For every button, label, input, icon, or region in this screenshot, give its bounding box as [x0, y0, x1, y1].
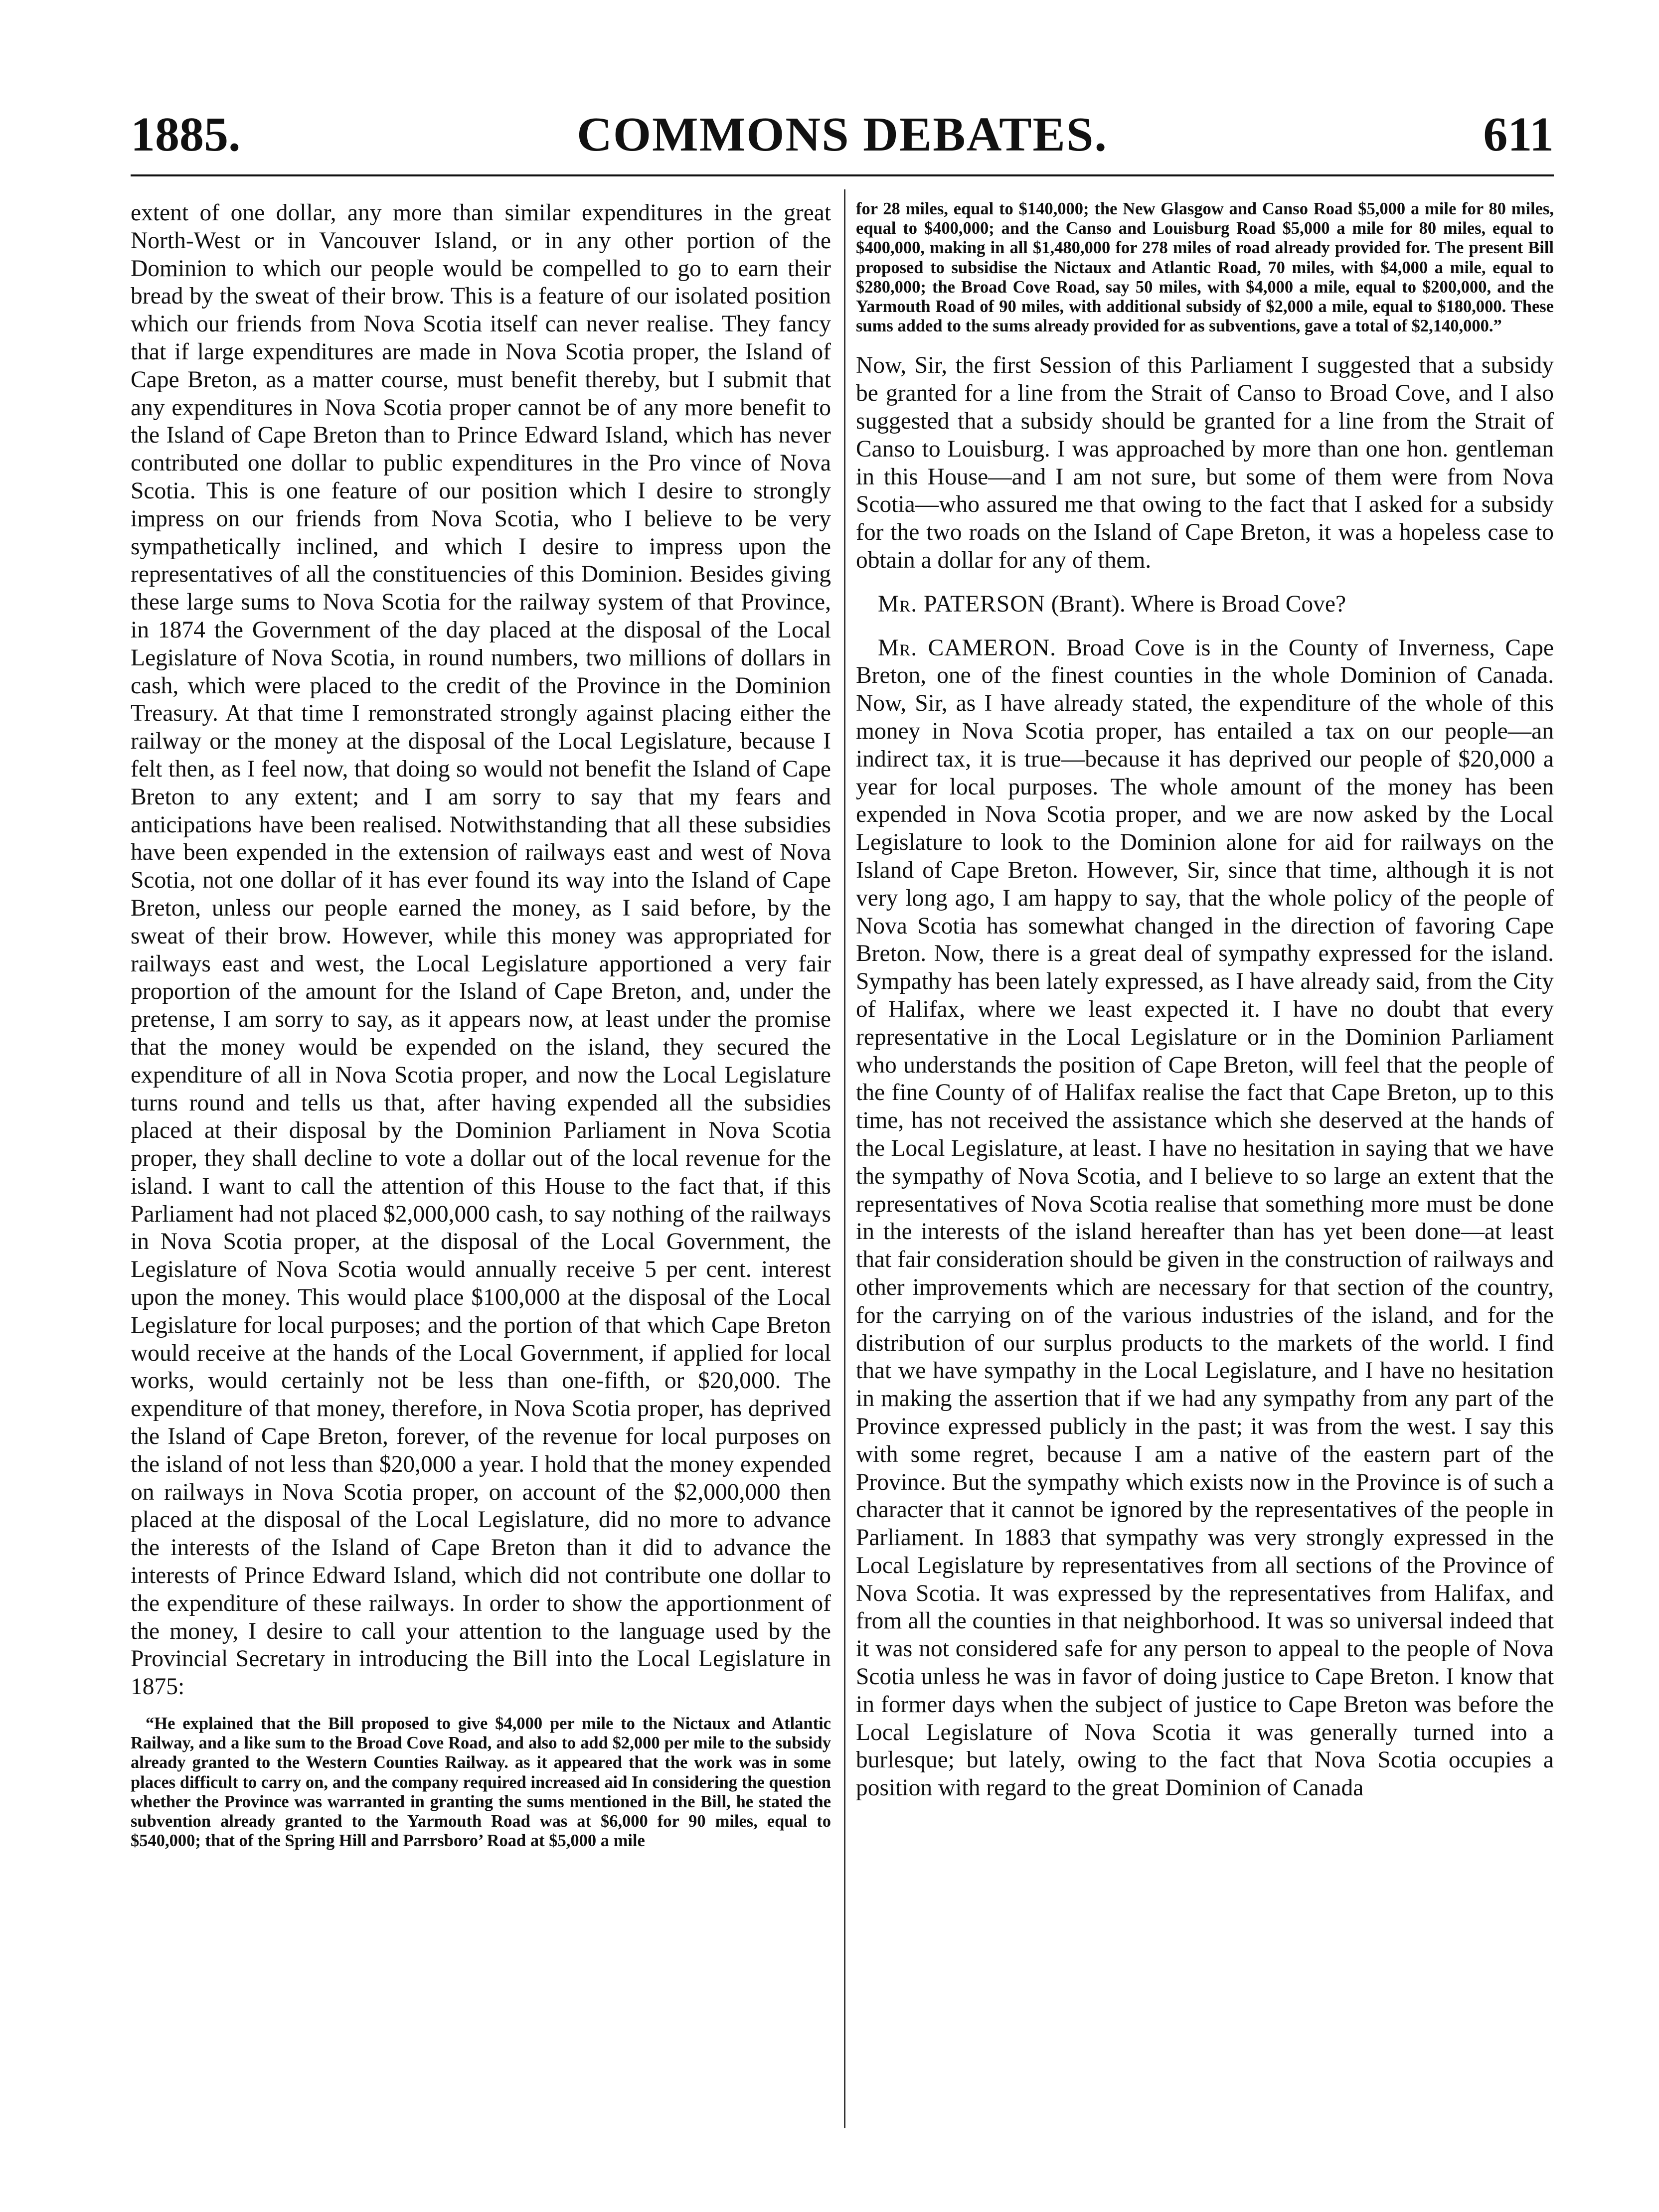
speech-paragraph: extent of one dollar, any more than similar expenditures in the great North-West or in Vancouver Island, or in any other portion of the Dominion to which our people would be compelled to go to earn their bread by the sweat of their brow. This is a feature of our isolated position which our friends from Nova Scotia itself can never realise. They fancy that if large expenditures are made in Nova Scotia proper, the Island of Cape Breton, as a matter course, must benefit thereby, but I submit that any expenditures in Nova Scotia proper cannot be of any more benefit to the Island of Cape Breton than to Prince Edward Island, which has never contributed one dollar to public expenditures in the Pro vince of Nova Scotia. This is one feature of our position which I desire to strongly impress on our friends from Nova Scotia, who I believe to be very sympathetically inclined, and which I desire to impress upon the representatives of all the constituencies of this Dominion. Besides giving these large sums to Nova Scotia for the railway system of that Province, in 1874 the Government of the day placed at the disposal of the Local Legislature of Nova Scotia, in round numbers, two millions of dollars in cash, which were placed to the credit of the Province in the Dominion Treasury. At that time I remonstrated strongly against placing either the railway or the money at the disposal of the Local Legislature, because I felt then, as I feel now, that doing so would not benefit the Island of Cape Breton to any extent; and I am sorry to say that my fears and anticipations have been realised. Notwithstanding that all these subsidies have been expended in the extension of railways east and west of Nova Scotia, not one dollar of it has ever found its way into the Island of Cape Breton, unless our people earned the money, as I said before, by the sweat of their brow. However, while this money was appropriated for railways east and west, the Local Legislature apportioned a very fair proportion of the amount for the Island of Cape Breton, and, under the pretense, I am sorry to say, as it appears now, at least under the promise that the money would be expended on the island, they secured the expenditure of all in Nova Scotia proper, and now the Local Legislature turns round and tells us that, after having expended all the subsidies placed at their disposal by the Dominion Parliament in Nova Scotia proper, they shall decline to vote a dollar out of the local revenue for the island. I want to call the attention of this House to the fact that, if this Parliament had not placed $2,000,000 cash, to say nothing of the railways in Nova Scotia proper, at the disposal of the Local Government, the Legislature of Nova Scotia would annually receive 5 per cent. interest upon the money. This would place $100,000 at the disposal of the Local Legislature for local purposes; and the portion of that which Cape Breton would receive at the hands of the Local Government, if applied for local works, would certainly not be less than one-fifth, or $20,000. The expenditure of that money, therefore, in Nova Scotia proper, has deprived the Island of Cape Breton, forever, of the revenue for local purposes on the island of not less than $20,000 a year. I hold that the money expended on railways in Nova Scotia proper, on account of the $2,000,000 then placed at the disposal of the Local Legislature, did no more to advance the interests of the Island of Cape Breton than it did to advance the interests of Prince Edward Island, which did not contribute one dollar to the expenditure of these railways. In order to show the apportionment of the money, I desire to call your attention to the language used by the Provincial Secretary in introducing the Bill into the Local Legislature in 1875:: [131, 200, 831, 1700]
quoted-passage-continued: for 28 miles, equal to $140,000; the New Glasgow and Canso Road $5,000 a mile for 80 miles, equal to $400,000; and the Canso and Louisburg Road $5,000 a mile for 80 miles, equal to $400,000, making in all $1,480,000 for 278 miles of road already provided for. The present Bill proposed to subsidise the Nictaux and Atlantic Road, 70 miles, with $4,000 a mile, equal to $280,000; the Broad Cove Road, say 50 miles, with $4,000 a mile, equal to $200,000, and the Yarmouth Road of 90 miles, with additional subsidy of $2,000 a mile, equal to $180,000. These sums added to the sums already provided for as subventions, gave a total of $2,140,000.”: [856, 199, 1554, 336]
page-header: [131, 102, 1554, 167]
speaker-name: Mr. CAMERON.: [878, 634, 1056, 661]
left-column: [131, 199, 831, 1851]
speaker-name: Mr. PATERSON: [878, 591, 1045, 617]
header-title: COMMONS DEBATES.: [577, 108, 1108, 161]
spacer: [856, 575, 1554, 591]
speech-paterson: [856, 591, 1554, 619]
quoted-passage: “He explained that the Bill proposed to give $4,000 per mile to the Nictaux and Atlantic Railway, and a like sum to the Broad Cove Road, and also to add $2,000 per mile to the subsidy already granted to the Western Counties Railway. as it appeared that the work was in some places difficult to carry on, and the company required increased aid In considering the question whether the Province was warranted in granting the sums mentioned in the Bill, he stated the subvention already granted to the Yarmouth Road was at $6,000 for 90 miles, equal to $540,000; that of the Spring Hill and Parrsboro’ Road at $5,000 a mile: [131, 1714, 831, 1851]
column-divider: [844, 189, 845, 2128]
spacer: [856, 336, 1554, 352]
speech-text: (Brant). Where is Broad Cove?: [1045, 591, 1346, 617]
header-rule: [131, 174, 1554, 176]
speech-text: Broad Cove is in the County of Inverness, Cape Breton, one of the finest counties in the whole Dominion of Canada. Now, Sir, as I have already stated, the expenditure of the whole of this money in Nova Scotia proper, has entailed a tax on our people—an indirect tax, it is true—because it has deprived our people of $20,000 a year for local purposes. The whole amount of the money has been expended in Nova Scotia proper, and we are now asked by the Local Legislature to look to the Dominion alone for aid for railways on the Island of Cape Breton. However, Sir, since that time, although it is not very long ago, I am happy to say, that the whole policy of the people of Nova Scotia has somewhat changed in the direction of favoring Cape Breton. Now, there is a great deal of sympathy expressed for the island. Sympathy has been lately expressed, as I have already said, from the City of Halifax, where we least expected it. I have no doubt that every representative in the Local Legislature or in the Dominion Parliament who understands the position of Cape Breton, will feel that the people of the fine County of of Halifax realise the fact that Cape Breton, up to this time, has not received the assistance which she deserved at the hands of the Local Legislature, at least. I have no hesitation in saying that we have the sympathy of Nova Scotia, and I believe to so large an extent that the representatives of Nova Scotia realise that something more must be done in the interests of the island hereafter than has yet been done—at least that fair consideration should be given in the construction of railways and other improvements which are necessary for that section of the country, for the carrying on of the various industries of the island, and for the distribution of our surplus products to the markets of the world. I find that we have sympathy in the Local Legislature, and I have no hesitation in making the assertion that if we had any sympathy from any part of the Province expressed publicly in the past; it was from the west. I say this with some regret, because I am a native of the eastern part of the Province. But the sympathy which exists now in the Province is of such a character that it cannot be ignored by the representatives of the people in Parliament. In 1883 that sympathy was very strongly expressed in the Local Legislature by representatives from all sections of the Province of Nova Scotia. It was expressed by the representatives from Halifax, and from all the counties in that neighborhood. It was so universal indeed that it was not considered safe for any person to appeal to the people of Nova Scotia unless he was in favor of doing justice to Cape Breton. I know that in former days when the subject of justice to Cape Breton was before the Local Legislature of Nova Scotia it was generally turned into a burlesque; but lately, owing to the fact that Nova Scotia occupies a position with regard to the great Dominion of Canada: [856, 634, 1554, 1801]
header-year: 1885.: [131, 108, 241, 161]
header-page-number: 611: [1483, 108, 1554, 161]
spacer: [856, 619, 1554, 634]
right-column: [856, 199, 1554, 1802]
speech-cameron: [856, 634, 1554, 1802]
spacer: [131, 1701, 831, 1714]
speech-paragraph: Now, Sir, the first Session of this Parliament I suggested that a subsidy be granted for a line from the Strait of Canso to Broad Cove, and I also suggested that a subsidy should be granted for a line from the Strait of Canso to Louisburg. I was approached by more than one hon. gentleman in this House—and I am not sure, but some of them were from Nova Scotia—who assured me that owing to the fact that I asked for a subsidy for the two roads on the Island of Cape Breton, it was a hopeless case to obtain a dollar for any of them.: [856, 352, 1554, 573]
